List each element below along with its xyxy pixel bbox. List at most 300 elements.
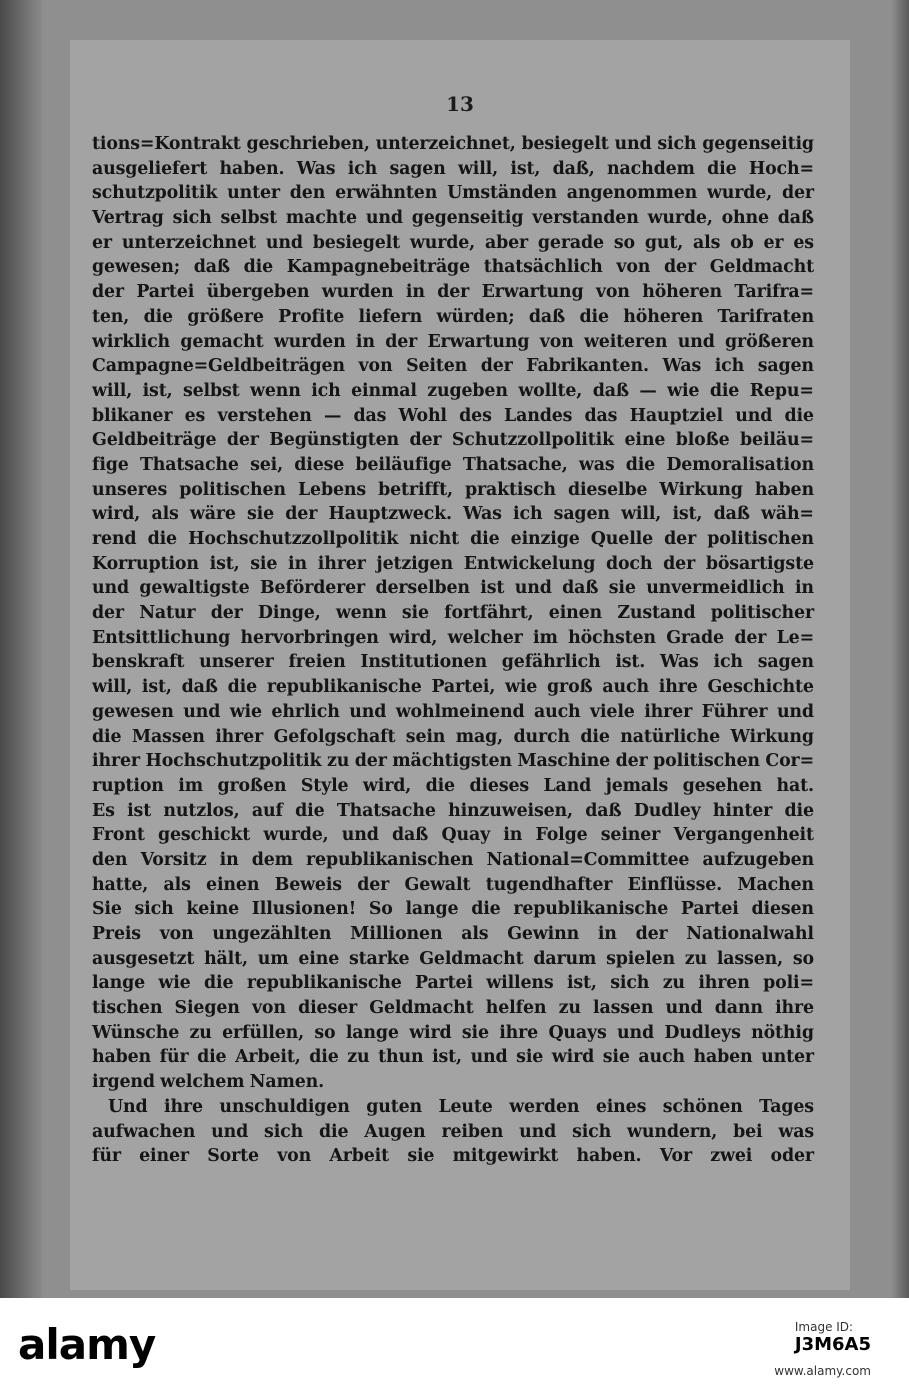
text-word: wurde,: [706, 183, 773, 204]
text-line: [92, 576, 814, 601]
text-word: ist: [480, 578, 505, 599]
text-word: benskraft: [92, 652, 185, 673]
text-word: der: [635, 924, 668, 944]
text-word: reiben: [441, 1121, 504, 1142]
text-word: Gewinn: [507, 924, 580, 944]
text-word: natürliche: [620, 726, 721, 747]
text-word: Massen: [131, 726, 205, 747]
text-word: ihre: [775, 998, 814, 1019]
text-word: Namen.: [249, 1072, 325, 1093]
text-word: auf: [251, 800, 283, 821]
text-word: gegenseitig: [411, 208, 524, 229]
body-text: [92, 132, 814, 1169]
text-word: Erwartung: [481, 282, 584, 303]
text-word: oder: [770, 1146, 814, 1167]
text-word: höheren: [623, 306, 704, 327]
text-word: politischen: [653, 751, 760, 772]
text-word: der: [92, 282, 124, 303]
text-word: besiegelt: [312, 232, 400, 253]
text-word: ist,: [510, 158, 541, 179]
text-word: gemacht: [180, 331, 264, 352]
text-word: Was: [296, 158, 336, 179]
text-line: [92, 231, 814, 256]
text-word: Profite: [278, 306, 345, 327]
text-word: von: [277, 1146, 312, 1167]
text-word: lange: [345, 1022, 399, 1043]
text-word: dieselbe: [567, 479, 648, 500]
text-word: für: [159, 1047, 189, 1068]
text-word: dieser: [298, 998, 358, 1019]
text-word: ihrer: [317, 553, 366, 574]
text-word: und: [735, 405, 773, 426]
text-word: keine: [186, 899, 239, 920]
text-word: der: [354, 751, 387, 772]
text-line: [92, 749, 814, 774]
text-word: bloße: [675, 430, 730, 451]
text-word: welcher: [447, 627, 523, 648]
text-word: Natur: [139, 603, 196, 624]
text-word: durch: [513, 726, 570, 747]
text-word: republikanische: [246, 973, 402, 994]
text-word: helfen: [485, 998, 547, 1019]
text-word: sie: [608, 578, 636, 599]
text-word: Maschine: [517, 751, 611, 772]
text-word: Was: [662, 356, 702, 377]
text-word: ihre: [163, 1096, 203, 1117]
text-word: hervorbringen: [240, 627, 379, 648]
text-word: wie: [158, 973, 191, 994]
text-word: nicht: [409, 529, 460, 549]
text-word: liefern: [358, 306, 423, 327]
text-word: wäh=: [761, 504, 814, 525]
text-line: [92, 675, 814, 700]
text-word: Was: [660, 652, 699, 673]
text-word: Land: [543, 775, 592, 796]
text-word: poli=: [763, 973, 814, 994]
text-word: Preis: [92, 924, 141, 944]
text-word: seiner: [600, 825, 661, 846]
text-word: die: [579, 306, 609, 327]
text-word: hinzuweisen,: [448, 800, 573, 821]
text-word: ich: [311, 380, 341, 401]
text-word: geschickt: [157, 825, 251, 846]
text-word: Gefolgschaft: [273, 726, 396, 747]
text-word: Tages: [759, 1096, 814, 1117]
text-word: sie: [250, 553, 278, 574]
text-word: gerade: [537, 232, 604, 253]
text-word: ihrer: [92, 751, 140, 772]
text-word: die: [470, 529, 500, 549]
text-word: Quay: [441, 825, 491, 846]
text-word: das: [584, 405, 618, 426]
text-word: spielen: [606, 948, 675, 969]
text-line: [92, 157, 814, 182]
text-line: [92, 922, 814, 947]
text-word: besiegelt: [521, 134, 609, 154]
text-word: will,: [621, 504, 662, 525]
text-word: fige: [92, 454, 129, 475]
text-word: im: [533, 627, 558, 648]
text-word: dem: [251, 849, 293, 870]
text-word: Partei,: [431, 677, 496, 698]
text-word: die: [204, 973, 234, 994]
text-word: und: [470, 1047, 508, 1068]
text-word: diesen: [751, 899, 814, 920]
text-word: die: [471, 899, 501, 920]
text-word: gewaltigste: [139, 578, 250, 599]
text-line: [92, 897, 814, 922]
text-word: sei,: [250, 454, 284, 475]
text-word: wie: [667, 380, 700, 401]
text-word: was: [578, 454, 615, 475]
text-word: sie: [516, 1047, 544, 1068]
text-line: [92, 1045, 814, 1070]
text-word: irgend: [92, 1072, 155, 1093]
text-word: Umständen: [447, 183, 557, 204]
text-word: und: [776, 701, 814, 722]
text-word: Wohl: [398, 405, 447, 426]
text-word: lassen,: [716, 948, 784, 969]
text-word: Hochschutzzollpolitik: [188, 529, 399, 549]
text-word: ungezählten: [212, 924, 332, 944]
text-word: daß: [181, 677, 218, 698]
text-word: tions=Kontrakt: [92, 134, 241, 154]
text-word: zugeben: [427, 380, 508, 401]
text-word: sich: [264, 1121, 304, 1142]
text-word: sein: [405, 726, 446, 747]
text-word: so: [613, 232, 635, 253]
text-word: als: [151, 504, 179, 525]
text-line: [92, 428, 814, 453]
text-word: Führer: [701, 701, 768, 722]
text-word: republikanische: [513, 899, 669, 920]
text-word: gefährlich: [501, 652, 601, 673]
text-word: will,: [92, 380, 133, 401]
text-word: daß: [592, 380, 629, 401]
text-word: ihre: [658, 677, 698, 698]
text-word: Machen: [737, 874, 814, 895]
text-word: Quays: [548, 1022, 607, 1043]
text-word: und: [614, 134, 652, 154]
image-id: J3M6A5: [794, 1334, 871, 1355]
text-word: Seiten: [406, 356, 468, 377]
text-word: Lebens: [297, 479, 367, 500]
text-word: der: [357, 874, 390, 895]
text-word: wie: [505, 677, 538, 698]
text-word: daß: [585, 800, 622, 821]
text-line: [92, 502, 814, 527]
text-word: in: [288, 553, 307, 574]
text-word: Millionen: [350, 924, 443, 944]
text-word: —: [639, 380, 657, 401]
text-word: hatte,: [92, 874, 149, 895]
text-word: so: [792, 948, 814, 969]
text-word: haben.: [576, 1146, 642, 1167]
text-word: die: [580, 726, 610, 747]
text-word: und: [92, 578, 129, 599]
text-word: gut,: [644, 232, 684, 253]
text-word: Illusionen!: [251, 899, 357, 920]
text-word: Hochschutzpolitik: [145, 751, 322, 772]
text-word: in: [405, 282, 425, 303]
text-word: daß: [528, 306, 566, 327]
text-word: die: [147, 529, 177, 549]
text-word: der: [734, 627, 767, 648]
text-word: haben: [92, 1047, 152, 1068]
text-word: Sie: [92, 899, 122, 920]
text-word: willens: [486, 973, 554, 994]
text-word: von: [616, 257, 651, 278]
text-word: politischer: [710, 603, 814, 624]
text-word: Partei: [136, 282, 195, 303]
text-word: Wünsche: [92, 1022, 180, 1043]
text-word: die: [92, 726, 122, 747]
text-word: unseres: [92, 479, 168, 500]
text-word: Arbeit,: [235, 1047, 301, 1068]
text-word: die: [318, 1121, 349, 1142]
text-word: was: [778, 1121, 814, 1142]
text-line: [92, 1021, 814, 1046]
text-word: die: [243, 257, 274, 278]
text-word: zu: [558, 998, 581, 1019]
text-word: unserer: [199, 652, 274, 673]
text-word: wird,: [362, 775, 412, 796]
text-word: von: [358, 356, 393, 377]
text-word: blikaner: [92, 405, 173, 426]
text-line: [92, 478, 814, 503]
text-word: Hoch=: [748, 158, 814, 179]
text-word: republikanischen: [306, 849, 474, 870]
text-word: werden: [509, 1096, 580, 1117]
text-word: angenommen: [566, 183, 698, 204]
text-word: Gewalt: [404, 874, 471, 895]
text-word: selbst: [182, 380, 240, 401]
text-line: [92, 1120, 814, 1145]
text-word: es: [184, 405, 206, 426]
text-line: [92, 379, 814, 404]
text-word: und: [365, 208, 403, 229]
text-word: Grade: [666, 627, 724, 648]
text-word: er: [763, 232, 784, 253]
text-word: welchem: [160, 1072, 245, 1093]
text-line: [92, 823, 814, 848]
text-word: der: [480, 356, 513, 377]
text-word: Zustand: [617, 603, 696, 624]
text-word: das: [353, 405, 387, 426]
text-word: daß: [713, 504, 750, 525]
text-word: geschrieben,: [246, 134, 370, 154]
text-word: zwei: [710, 1146, 753, 1167]
text-word: des: [459, 405, 492, 426]
text-word: ehrlich: [271, 701, 340, 722]
text-word: Campagne=Geldbeiträgen: [92, 356, 345, 377]
text-word: Einflüsse.: [627, 874, 723, 895]
text-word: einzige: [510, 529, 580, 549]
text-word: Entwickelung: [463, 553, 596, 574]
text-word: zu: [684, 948, 708, 969]
text-word: Begünstigten: [269, 430, 399, 451]
text-word: dieses: [469, 775, 530, 796]
text-word: Tarifra=: [734, 282, 814, 303]
text-word: und: [349, 701, 387, 722]
text-word: freien: [288, 652, 346, 673]
text-word: der: [385, 331, 418, 352]
text-word: tischen: [92, 998, 163, 1019]
text-word: ten,: [92, 306, 130, 327]
text-word: wundern,: [627, 1121, 718, 1142]
text-word: die: [625, 454, 656, 475]
text-word: bösartigste: [705, 553, 814, 574]
text-word: wird: [551, 1047, 595, 1068]
text-word: würden;: [436, 306, 515, 327]
text-word: wollte,: [518, 380, 583, 401]
text-word: mitgewirkt: [452, 1146, 559, 1167]
text-word: schönen: [662, 1096, 743, 1117]
text-word: Augen: [364, 1121, 426, 1142]
text-word: darum: [533, 948, 597, 969]
text-word: zu: [326, 751, 350, 772]
text-line: [92, 947, 814, 972]
text-word: ist.: [615, 652, 646, 673]
text-word: wird,: [389, 627, 438, 648]
text-word: Dinge,: [257, 603, 321, 624]
text-line: [92, 181, 814, 206]
text-word: ich: [714, 356, 745, 377]
text-word: sie: [247, 504, 275, 525]
text-line: [92, 848, 814, 873]
text-word: sie: [401, 603, 429, 624]
text-word: Es: [92, 800, 115, 821]
text-word: eine: [298, 948, 340, 969]
text-word: haben.: [219, 158, 285, 179]
text-word: wäre: [189, 504, 236, 525]
text-word: Tarifraten: [717, 306, 814, 327]
text-word: den: [92, 849, 128, 870]
text-word: rend: [92, 529, 137, 549]
text-word: unterzeichnet,: [375, 134, 516, 154]
text-line: [92, 305, 814, 330]
text-word: wirklich: [92, 331, 171, 352]
text-word: und: [514, 578, 552, 599]
text-word: ohne: [721, 208, 769, 229]
text-word: aufwachen: [92, 1121, 196, 1142]
text-word: derselben: [375, 578, 470, 599]
text-word: Landes: [504, 405, 573, 426]
text-word: Front: [92, 825, 145, 846]
text-word: guten: [366, 1096, 422, 1117]
text-word: So: [368, 899, 393, 920]
text-word: Kampagnebeiträge: [286, 257, 470, 278]
text-word: wenn: [335, 603, 387, 624]
text-word: wurde,: [647, 208, 713, 229]
text-word: ihre: [499, 1022, 539, 1043]
text-word: sagen: [389, 158, 446, 179]
text-word: groß: [547, 677, 593, 698]
text-word: einen: [206, 874, 260, 895]
text-word: und: [677, 331, 715, 352]
text-word: Cor=: [765, 751, 814, 772]
text-word: ist,: [209, 553, 240, 574]
text-line: [92, 280, 814, 305]
text-word: mag,: [455, 726, 504, 747]
text-word: ich: [713, 652, 743, 673]
text-line: [92, 552, 814, 577]
text-word: Siegen: [174, 998, 240, 1019]
text-word: unter: [761, 1047, 814, 1068]
text-word: Vor: [659, 1146, 692, 1167]
text-word: die: [784, 800, 814, 821]
text-word: als: [693, 232, 721, 253]
text-word: Erwartung: [427, 331, 530, 352]
text-line: [92, 1070, 814, 1095]
text-word: betrifft,: [378, 479, 453, 500]
text-word: von: [595, 282, 630, 303]
text-word: in: [794, 578, 814, 599]
text-word: ist,: [141, 677, 172, 698]
text-word: der: [663, 553, 696, 574]
text-line: [92, 971, 814, 996]
text-word: ihrer: [644, 701, 693, 722]
text-word: die: [143, 306, 173, 327]
text-word: lassen: [593, 998, 654, 1019]
text-line: [92, 330, 814, 355]
text-word: jetzigen: [376, 553, 453, 574]
text-word: ist,: [432, 1047, 462, 1068]
text-word: einen: [548, 603, 603, 624]
text-word: Vertrag: [92, 208, 164, 229]
text-word: hält,: [204, 948, 248, 969]
text-word: Thatsache: [139, 454, 239, 475]
text-word: Arbeit: [329, 1146, 390, 1167]
text-word: weiteren: [583, 331, 668, 352]
text-word: Und: [108, 1096, 148, 1117]
text-word: republikanische: [266, 677, 422, 698]
text-line: [92, 873, 814, 898]
text-line: [92, 799, 814, 824]
text-line: [92, 132, 814, 157]
text-line: [92, 700, 814, 725]
text-word: Demoralisation: [666, 454, 814, 475]
text-word: sagen: [553, 504, 610, 525]
text-word: hat.: [776, 775, 814, 796]
text-line: [92, 255, 814, 280]
text-word: ich: [347, 158, 378, 179]
text-word: größere: [187, 306, 264, 327]
text-word: schutzpolitik: [92, 183, 218, 204]
text-line: [92, 774, 814, 799]
text-word: hinter: [712, 800, 773, 821]
text-word: nöthig: [751, 1022, 814, 1043]
text-word: aufzugeben: [702, 849, 814, 870]
text-word: mächtigsten: [392, 751, 512, 772]
text-word: es: [793, 232, 814, 253]
text-word: beiläu=: [740, 430, 814, 451]
text-word: ist,: [566, 973, 597, 994]
text-word: wurde,: [263, 825, 329, 846]
text-word: in: [597, 924, 617, 944]
text-word: sich: [572, 1121, 612, 1142]
text-word: dann: [714, 998, 763, 1019]
text-word: machte: [285, 208, 357, 229]
text-word: erfüllen,: [222, 1022, 305, 1043]
text-word: großen: [217, 775, 287, 796]
text-word: Geldmacht: [709, 257, 814, 278]
text-word: Wirkung: [730, 726, 814, 747]
text-word: wurden: [273, 331, 346, 352]
text-word: ruption: [92, 775, 164, 796]
text-word: eine: [624, 430, 666, 451]
text-word: jemals: [605, 775, 669, 796]
